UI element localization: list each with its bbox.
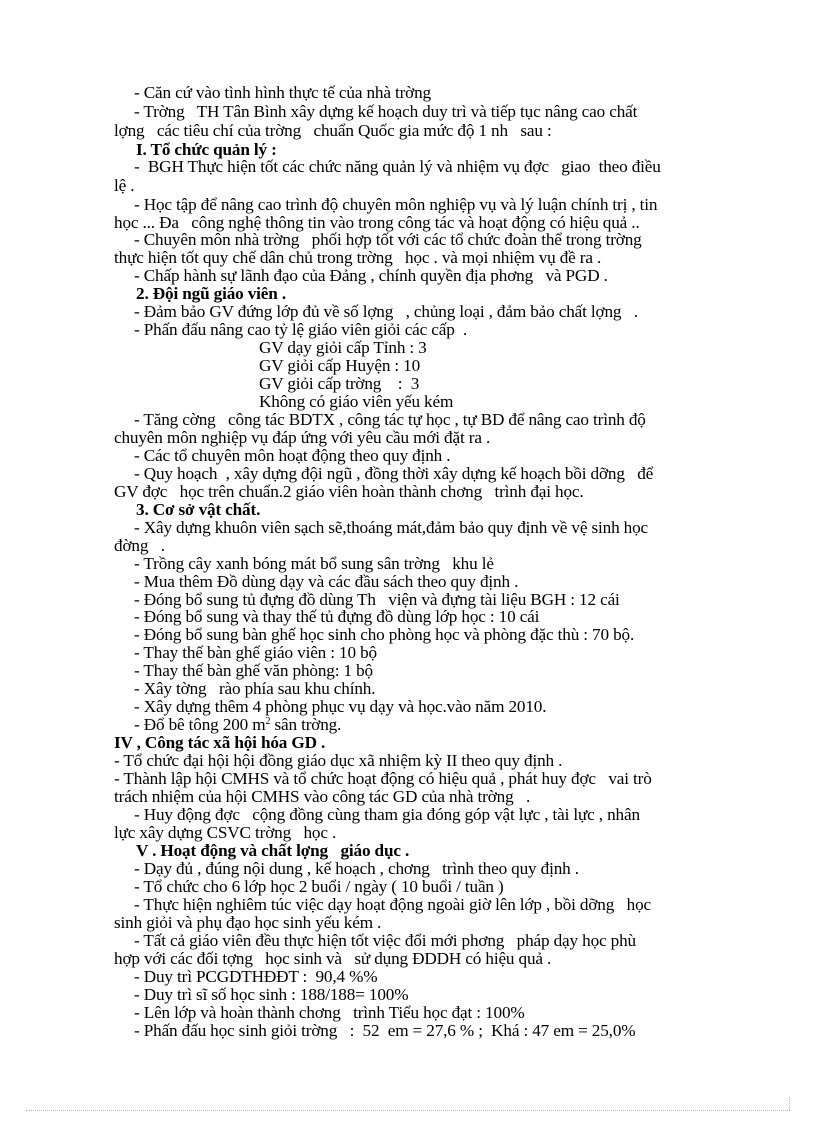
text-line: lợng các tiêu chí của trờng chuẩn Quốc gia mức độ 1 nh sau : xyxy=(114,121,552,140)
section-heading: 3. Cơ sở vật chất. xyxy=(136,500,261,519)
text-line: lệ . xyxy=(114,176,135,195)
text-line: sinh giỏi và phụ đạo học sinh yếu kém . xyxy=(114,913,382,932)
text-line: - Đóng bổ sung tủ đựng đồ dùng Th viện và đựng tài liệu BGH : 12 cái xyxy=(134,590,620,609)
text-line: GV dạy giỏi cấp Tỉnh : 3 xyxy=(259,338,427,357)
page-footer-rule xyxy=(26,1110,790,1111)
text-line: - Xây tờng rào phía sau khu chính. xyxy=(134,679,376,698)
text-line: - Trồng cây xanh bóng mát bổ sung sân trờng khu lẻ xyxy=(134,554,494,573)
text-line: - Mua thêm Đồ dùng dạy và các đầu sách theo quy định . xyxy=(134,572,519,591)
text-line: - Thực hiện nghiêm túc việc dạy hoạt động ngoài giờ lên lớp , bồi dỡng học xyxy=(134,895,651,914)
text-line: đờng . xyxy=(114,536,165,555)
page-corner-mark xyxy=(789,1097,790,1110)
text-line: Không có giáo viên yếu kém xyxy=(259,392,454,411)
text-line: - Đóng bổ sung và thay thế tủ đựng đồ dùng lớp học : 10 cái xyxy=(134,607,540,626)
text-line: học ... Đa công nghệ thông tin vào trong công tác và hoạt động có hiệu quả .. xyxy=(114,213,640,232)
text-line: - Tăng cờng công tác BDTX , công tác tự học , tự BD để nâng cao trình độ xyxy=(134,410,646,429)
text-line: - Lên lớp và hoàn thành chơng trình Tiểu học đạt : 100% xyxy=(134,1003,525,1022)
section-heading: 2. Đội ngũ giáo viên . xyxy=(136,284,286,303)
text-line: - Phấn đấu học sinh giỏi trờng : 52 em = 27,6 % ; Khá : 47 em = 25,0% xyxy=(134,1021,636,1040)
text-line: chuyên môn nghiệp vụ đáp ứng với yêu cầu mới đặt ra . xyxy=(114,428,491,447)
text-line: - Học tập để nâng cao trình độ chuyên môn nghiệp vụ và lý luận chính trị , tin xyxy=(134,195,658,214)
text-line: - Dạy đủ , đúng nội dung , kế hoạch , chơng trình theo quy định . xyxy=(134,859,579,878)
section-heading: V . Hoạt động và chất lợng giáo dục . xyxy=(136,841,410,860)
text-line: - Đảm bảo GV đứng lớp đủ về số lợng , chủng loại , đảm bảo chất lợng . xyxy=(134,302,638,321)
text-line: - Thành lập hội CMHS và tổ chức hoạt động có hiệu quả , phát huy đợc vai trò xyxy=(114,769,652,788)
text-line: lực xây dựng CSVC trờng học . xyxy=(114,823,337,842)
text-line: - Chấp hành sự lãnh đạo của Đảng , chính quyền địa phơng và PGD . xyxy=(134,266,608,285)
text-line: thực hiện tốt quy chế dân chủ trong trờng học . và mọi nhiệm vụ đề ra . xyxy=(114,248,602,267)
text-line: - Quy hoạch , xây dựng đội ngũ , đồng thời xây dựng kế hoạch bồi dỡng để xyxy=(134,464,654,483)
text-line: - Huy động đợc cộng đồng cùng tham gia đóng góp vật lực , tài lực , nhân xyxy=(134,805,640,824)
text-line: - Xây dựng thêm 4 phòng phục vụ dạy và học.vào năm 2010. xyxy=(134,697,547,716)
text-line: - Phấn đấu nâng cao tỷ lệ giáo viên giỏi các cấp . xyxy=(134,320,468,339)
text-line: GV đợc học trên chuẩn.2 giáo viên hoàn thành chơng trình đại học. xyxy=(114,482,584,501)
text-line: - Đóng bổ sung bàn ghế học sinh cho phòng học và phòng đặc thù : 70 bộ. xyxy=(134,625,635,644)
text-line: GV giỏi cấp Huyện : 10 xyxy=(259,356,421,375)
text-line: - Duy trì sĩ số học sinh : 188/188= 100% xyxy=(134,985,409,1004)
text-line: - BGH Thực hiện tốt các chức năng quản lý và nhiệm vụ đợc giao theo điều xyxy=(134,157,661,176)
text-line: - Thay thế bàn ghế giáo viên : 10 bộ xyxy=(134,643,377,662)
text-line: trách nhiệm của hội CMHS vào công tác GD của nhà trờng . xyxy=(114,787,531,806)
section-heading: I. Tổ chức quản lý : xyxy=(136,140,277,159)
text-line: hợp với các đối tợng học sinh và sử dụng ĐDDH có hiệu quả . xyxy=(114,949,552,968)
text-line: - Duy trì PCGDTHĐĐT : 90,4 %% xyxy=(134,967,378,986)
text-line: - Tất cả giáo viên đều thực hiện tốt việc đổi mới phơng pháp dạy học phù xyxy=(134,931,636,950)
text-line: - Xây dựng khuôn viên sạch sẽ,thoáng mát,đảm bảo quy định về vệ sinh học xyxy=(134,518,649,537)
text-line: - Đổ bê tông 200 $m^2$ sân trờng. xyxy=(134,715,342,734)
text-line: - Chuyên môn nhà trờng phối hợp tốt với các tổ chức đoàn thể trong trờng xyxy=(134,230,642,249)
text-line: - Thay thế bàn ghế văn phòng: 1 bộ xyxy=(134,661,373,680)
text-line: - Trờng TH Tân Bình xây dựng kế hoạch duy trì và tiếp tục nâng cao chất xyxy=(134,102,638,121)
section-heading: IV , Công tác xã hội hóa GD . xyxy=(114,733,326,752)
text-line: - Các tổ chuyên môn hoạt động theo quy định . xyxy=(134,446,451,465)
text-line: - Căn cứ vào tình hình thực tế của nhà trờng xyxy=(134,83,431,102)
text-line: - Tổ chức cho 6 lớp học 2 buổi / ngày ( 10 buổi / tuần ) xyxy=(134,877,504,896)
text-line: GV giỏi cấp trờng : 3 xyxy=(259,374,420,393)
text-line: - Tổ chức đại hội hội đồng giáo dục xã nhiệm kỳ II theo quy định . xyxy=(114,751,563,770)
